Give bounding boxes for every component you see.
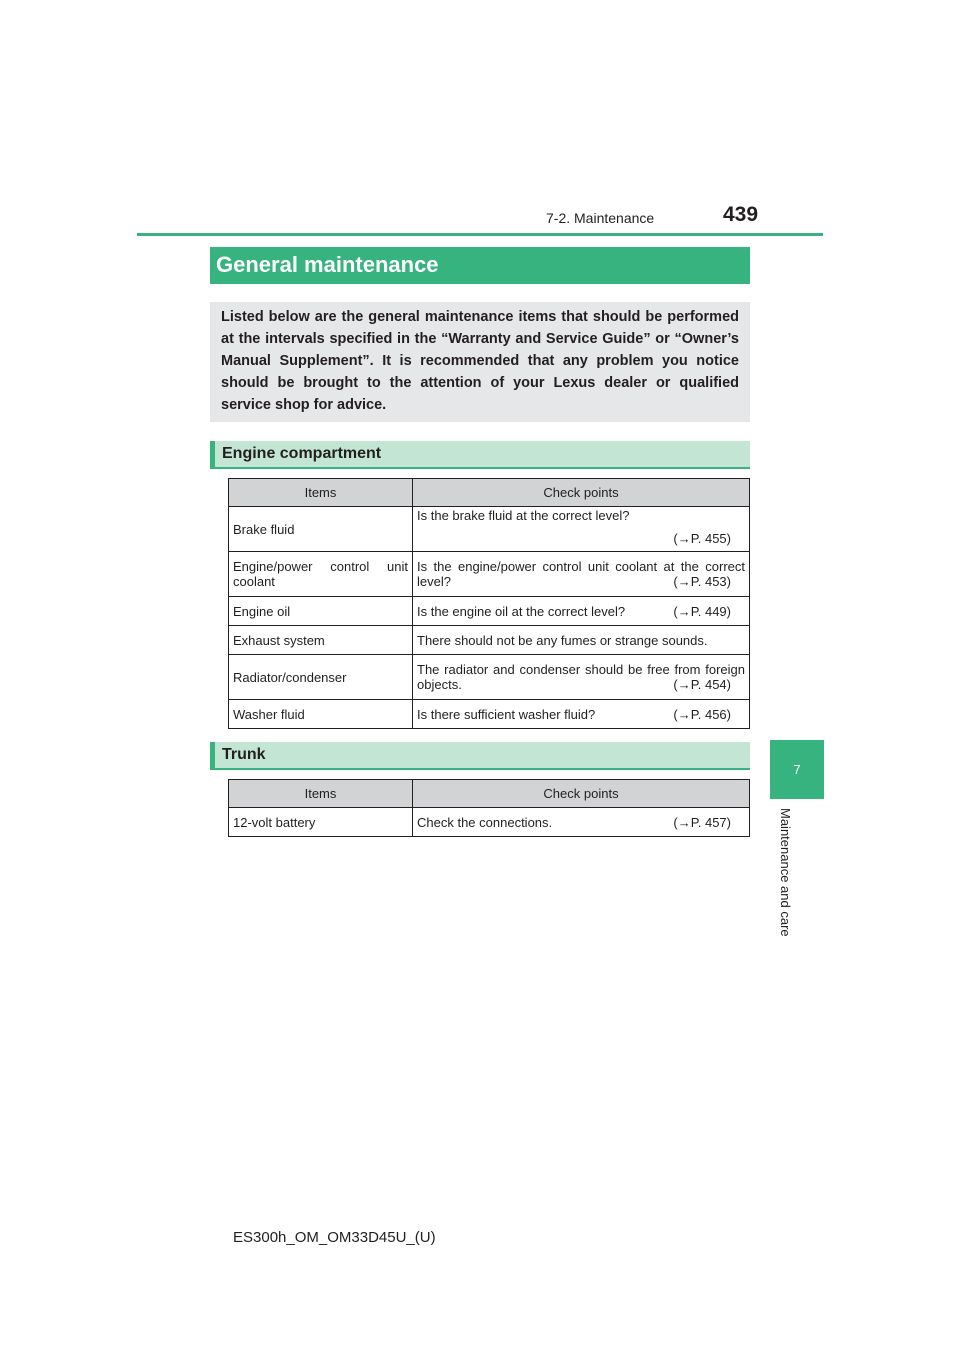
chapter-label: Maintenance and care bbox=[778, 808, 793, 937]
header-section: 7-2. Maintenance bbox=[546, 210, 655, 226]
table-header-row bbox=[229, 479, 750, 507]
check-cell bbox=[413, 597, 750, 626]
check-text: Is the engine/power control unit coolant at the correct level? bbox=[417, 559, 745, 589]
trunk-heading-label: Trunk bbox=[222, 746, 266, 763]
header-rule bbox=[137, 233, 823, 236]
check-text: There should not be any fumes or strange sounds. bbox=[417, 632, 708, 648]
table-row bbox=[229, 655, 750, 700]
column-header-items: Items bbox=[229, 780, 413, 808]
table-row bbox=[229, 808, 750, 837]
column-header-items: Items bbox=[229, 479, 413, 507]
document-code: ES300h_OM_OM33D45U_(U) bbox=[233, 1229, 436, 1246]
page-reference: (→P. 457) bbox=[673, 814, 731, 830]
trunk-table bbox=[228, 779, 750, 837]
engine-heading-label: Engine compartment bbox=[222, 445, 382, 462]
table-row bbox=[229, 552, 750, 597]
table-header-row bbox=[229, 780, 750, 808]
trunk-heading bbox=[210, 742, 750, 770]
intro-text: Listed below are the general maintenance items that should be performed at the intervals specified in the “Warranty and Service Guide” or “Owner’s Manual Supplement”. It is recommended that any problem you notice should be brought to the attention of your Lexus dealer or qualified service shop for advice. bbox=[210, 302, 750, 422]
item-cell: Exhaust system bbox=[229, 626, 413, 655]
item-cell: Engine oil bbox=[229, 597, 413, 626]
table-row bbox=[229, 597, 750, 626]
engine-heading bbox=[210, 441, 750, 469]
check-cell bbox=[413, 808, 750, 837]
column-header-check-points: Check points bbox=[413, 780, 750, 808]
table-row bbox=[229, 626, 750, 655]
item-cell: Engine/power control unit coolant bbox=[229, 552, 413, 597]
check-text: The radiator and condenser should be free from foreign objects. bbox=[417, 662, 745, 692]
chapter-number: 7 bbox=[793, 762, 801, 777]
check-text: Is the engine oil at the correct level? bbox=[417, 603, 626, 619]
check-cell bbox=[413, 626, 750, 655]
item-cell: Washer fluid bbox=[229, 700, 413, 729]
item-cell: Radiator/condenser bbox=[229, 655, 413, 700]
table-row bbox=[229, 700, 750, 729]
page-reference: (→P. 456) bbox=[673, 706, 731, 722]
page-reference: (→P. 454) bbox=[673, 677, 731, 692]
check-text: Is the brake fluid at the correct level? bbox=[417, 508, 630, 523]
check-cell bbox=[413, 655, 750, 700]
check-text: Check the connections. bbox=[417, 814, 553, 830]
check-cell bbox=[413, 700, 750, 729]
page-reference: (→P. 455) bbox=[673, 531, 731, 546]
chapter-tab[interactable] bbox=[770, 740, 824, 799]
page-title: General maintenance bbox=[210, 247, 750, 284]
item-cell: 12-volt battery bbox=[229, 808, 413, 837]
check-text: Is there sufficient washer fluid? bbox=[417, 706, 596, 722]
item-cell: Brake fluid bbox=[229, 507, 413, 552]
page-number: 439 bbox=[723, 203, 759, 226]
column-header-check-points: Check points bbox=[413, 479, 750, 507]
check-cell bbox=[413, 552, 750, 597]
check-cell bbox=[413, 507, 750, 552]
page-reference: (→P. 453) bbox=[673, 574, 731, 589]
table-row bbox=[229, 507, 750, 552]
page-reference: (→P. 449) bbox=[673, 603, 731, 619]
engine-table bbox=[228, 478, 750, 729]
